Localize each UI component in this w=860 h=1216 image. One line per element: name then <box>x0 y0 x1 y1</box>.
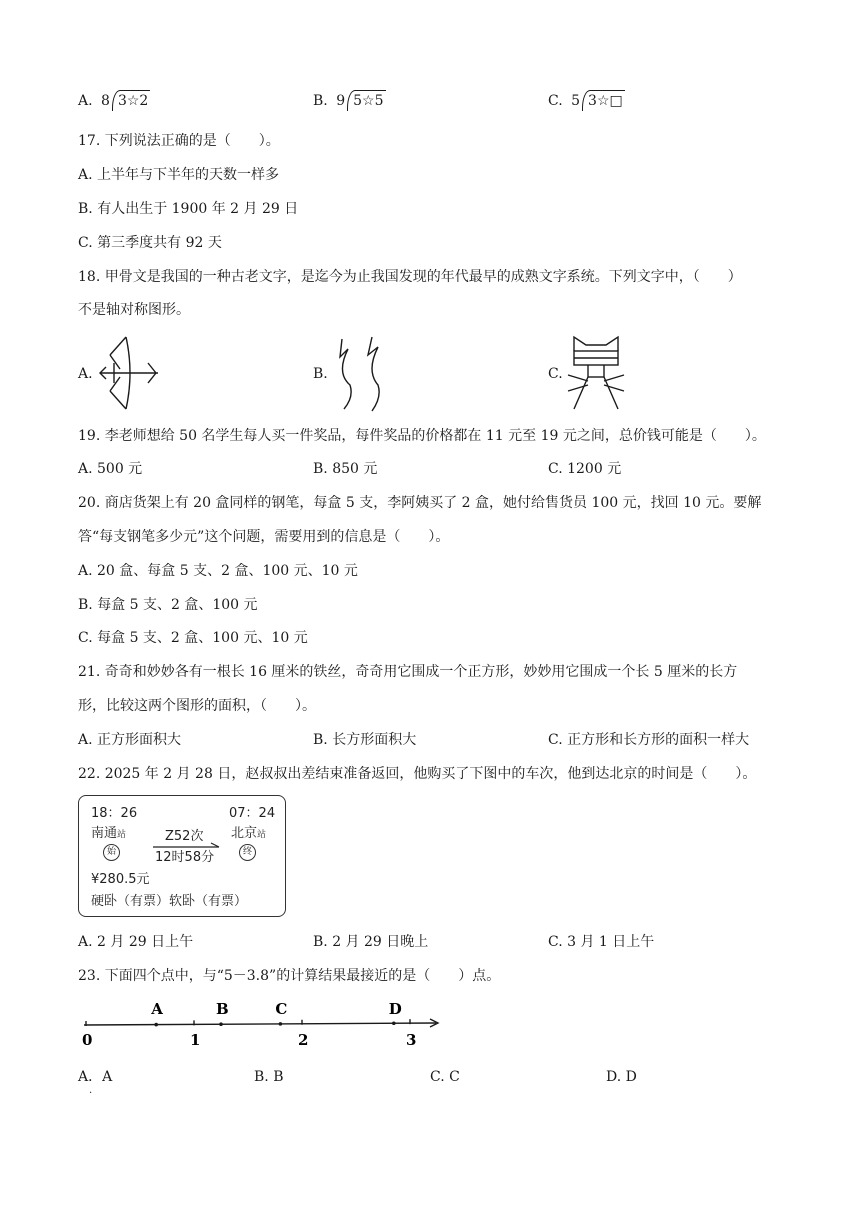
end-mark: 终 <box>239 844 256 861</box>
q21-option-b: B. 长方形面积大 <box>313 732 417 748</box>
oracle-bone-water-glyph-icon <box>332 333 392 413</box>
q20-option-a: A. 20 盒、每盒 5 支、2 盒、100 元、10 元 <box>78 563 358 579</box>
number-line-point-label: C <box>275 1000 288 1018</box>
q21-option-a: A. 正方形面积大 <box>78 732 182 748</box>
number-line <box>78 998 448 1050</box>
long-division <box>567 90 625 111</box>
train-number: Z52次 <box>165 829 204 844</box>
q21-option-c: C. 正方形和长方形的面积一样大 <box>548 732 750 748</box>
number-line-tick-label: 3 <box>406 1031 417 1049</box>
q23-option-b: B. B <box>254 1069 284 1085</box>
q18-option-c-label: C. <box>548 366 563 382</box>
q16-option-b <box>313 90 386 111</box>
long-division <box>332 90 385 111</box>
q21-stem-line2: 形，比较这两个图形的面积，（ ）。 <box>78 698 316 714</box>
travel-duration: 12时58分 <box>155 850 215 865</box>
q23-option-c: C. C <box>430 1069 460 1085</box>
option-label: A. <box>78 93 93 109</box>
q19-option-a: A. 500 元 <box>78 461 143 477</box>
q21-stem-line1: 21. 奇奇和妙妙各有一根长 16 厘米的铁丝，奇奇用它围成一个正方形，妙妙用它围成一个长 5 厘米的长方 <box>78 664 738 680</box>
dividend: 3☆2 <box>112 90 150 111</box>
q23-option-d: D. D <box>606 1069 637 1085</box>
q22-option-a: A. 2 月 29 日上午 <box>78 934 194 950</box>
q17-option-a: A. 上半年与下半年的天数一样多 <box>78 167 280 183</box>
q17-stem: 17. 下列说法正确的是（ ）。 <box>78 133 280 149</box>
q22-stem: 22. 2025 年 2 月 28 日，赵叔叔出差结束准备返回，他购买了下图中的车次，他到达北京的时间是（ ）。 <box>78 766 757 782</box>
divisor: 5 <box>571 93 581 109</box>
from-station-name: 南通 <box>91 826 118 841</box>
number-line-tick-label: 1 <box>190 1031 201 1049</box>
q17-option-b: B. 有人出生于 1900 年 2 月 29 日 <box>78 201 299 217</box>
q20-option-c: C. 每盒 5 支、2 盒、100 元、10 元 <box>78 630 308 646</box>
oracle-bone-cat-glyph-icon <box>566 333 626 413</box>
q19-option-c: C. 1200 元 <box>548 461 622 477</box>
q23-stem: 23. 下面四个点中，与“5－3.8”的计算结果最接近的是（ ）点。 <box>78 968 501 984</box>
q17-option-c: C. 第三季度共有 92 天 <box>78 235 222 251</box>
q20-stem-line2: 答“每支钢笔多少元”这个问题，需要用到的信息是（ ）。 <box>78 529 450 545</box>
q23-option-a: A．A <box>78 1069 113 1085</box>
stray-dot: . <box>89 1085 93 1096</box>
to-station-name: 北京 <box>231 826 258 841</box>
dividend: 3☆□ <box>582 90 625 111</box>
number-line-point <box>392 1021 396 1025</box>
divisor: 9 <box>336 93 346 109</box>
train-ticket <box>78 795 286 917</box>
number-line-point-label: B <box>216 1000 229 1018</box>
q16-option-a <box>78 90 150 111</box>
q19-stem: 19. 李老师想给 50 名学生每人买一件奖品，每件奖品的价格都在 11 元至 19 元之间，总价钱可能是（ ）。 <box>78 428 766 444</box>
dividend: 5☆5 <box>347 90 385 111</box>
number-line-point <box>279 1022 283 1026</box>
oracle-bone-arrow-glyph-icon <box>96 333 160 413</box>
seat-availability: 硬卧（有票）软卧（有票） <box>91 894 248 909</box>
number-line-point-label: A <box>151 1000 163 1018</box>
q20-stem-line1: 20. 商店货架上有 20 盒同样的钢笔，每盒 5 支，李阿姨买了 2 盒，她付给售货员 100 元，找回 10 元。要解 <box>78 495 762 511</box>
long-division <box>97 90 150 111</box>
q20-option-b: B. 每盒 5 支、2 盒、100 元 <box>78 597 258 613</box>
q18-option-b-label: B. <box>313 366 328 382</box>
arrive-time: 07：24 <box>229 806 276 821</box>
number-line-point-label: D <box>388 1000 402 1018</box>
q22-option-c: C. 3 月 1 日上午 <box>548 934 655 950</box>
depart-time: 18：26 <box>91 806 138 821</box>
station-suffix: 站 <box>257 830 267 840</box>
option-label: C. <box>548 93 563 109</box>
number-line-tick-label: 2 <box>298 1031 309 1049</box>
q19-option-b: B. 850 元 <box>313 461 378 477</box>
ticket-price: ¥280.5元 <box>91 872 150 887</box>
to-station <box>231 822 266 841</box>
divisor: 8 <box>101 93 110 109</box>
from-station <box>91 822 126 841</box>
option-label: B. <box>313 93 328 109</box>
number-line-tick-label: 0 <box>82 1031 93 1049</box>
number-line-point <box>219 1022 223 1026</box>
q18-stem-line1: 18. 甲骨文是我国的一种古老文字，是迄今为止我国发现的年代最早的成熟文字系统。下列文字中，（ ） <box>78 269 742 285</box>
station-suffix: 站 <box>117 830 127 840</box>
q18-stem-line2: 不是轴对称图形。 <box>78 302 190 318</box>
start-mark: 始 <box>103 844 120 861</box>
number-line-point <box>154 1023 158 1027</box>
q22-option-b: B. 2 月 29 日晚上 <box>313 934 429 950</box>
q18-option-a-label: A. <box>78 366 93 382</box>
q16-option-c <box>548 90 625 111</box>
